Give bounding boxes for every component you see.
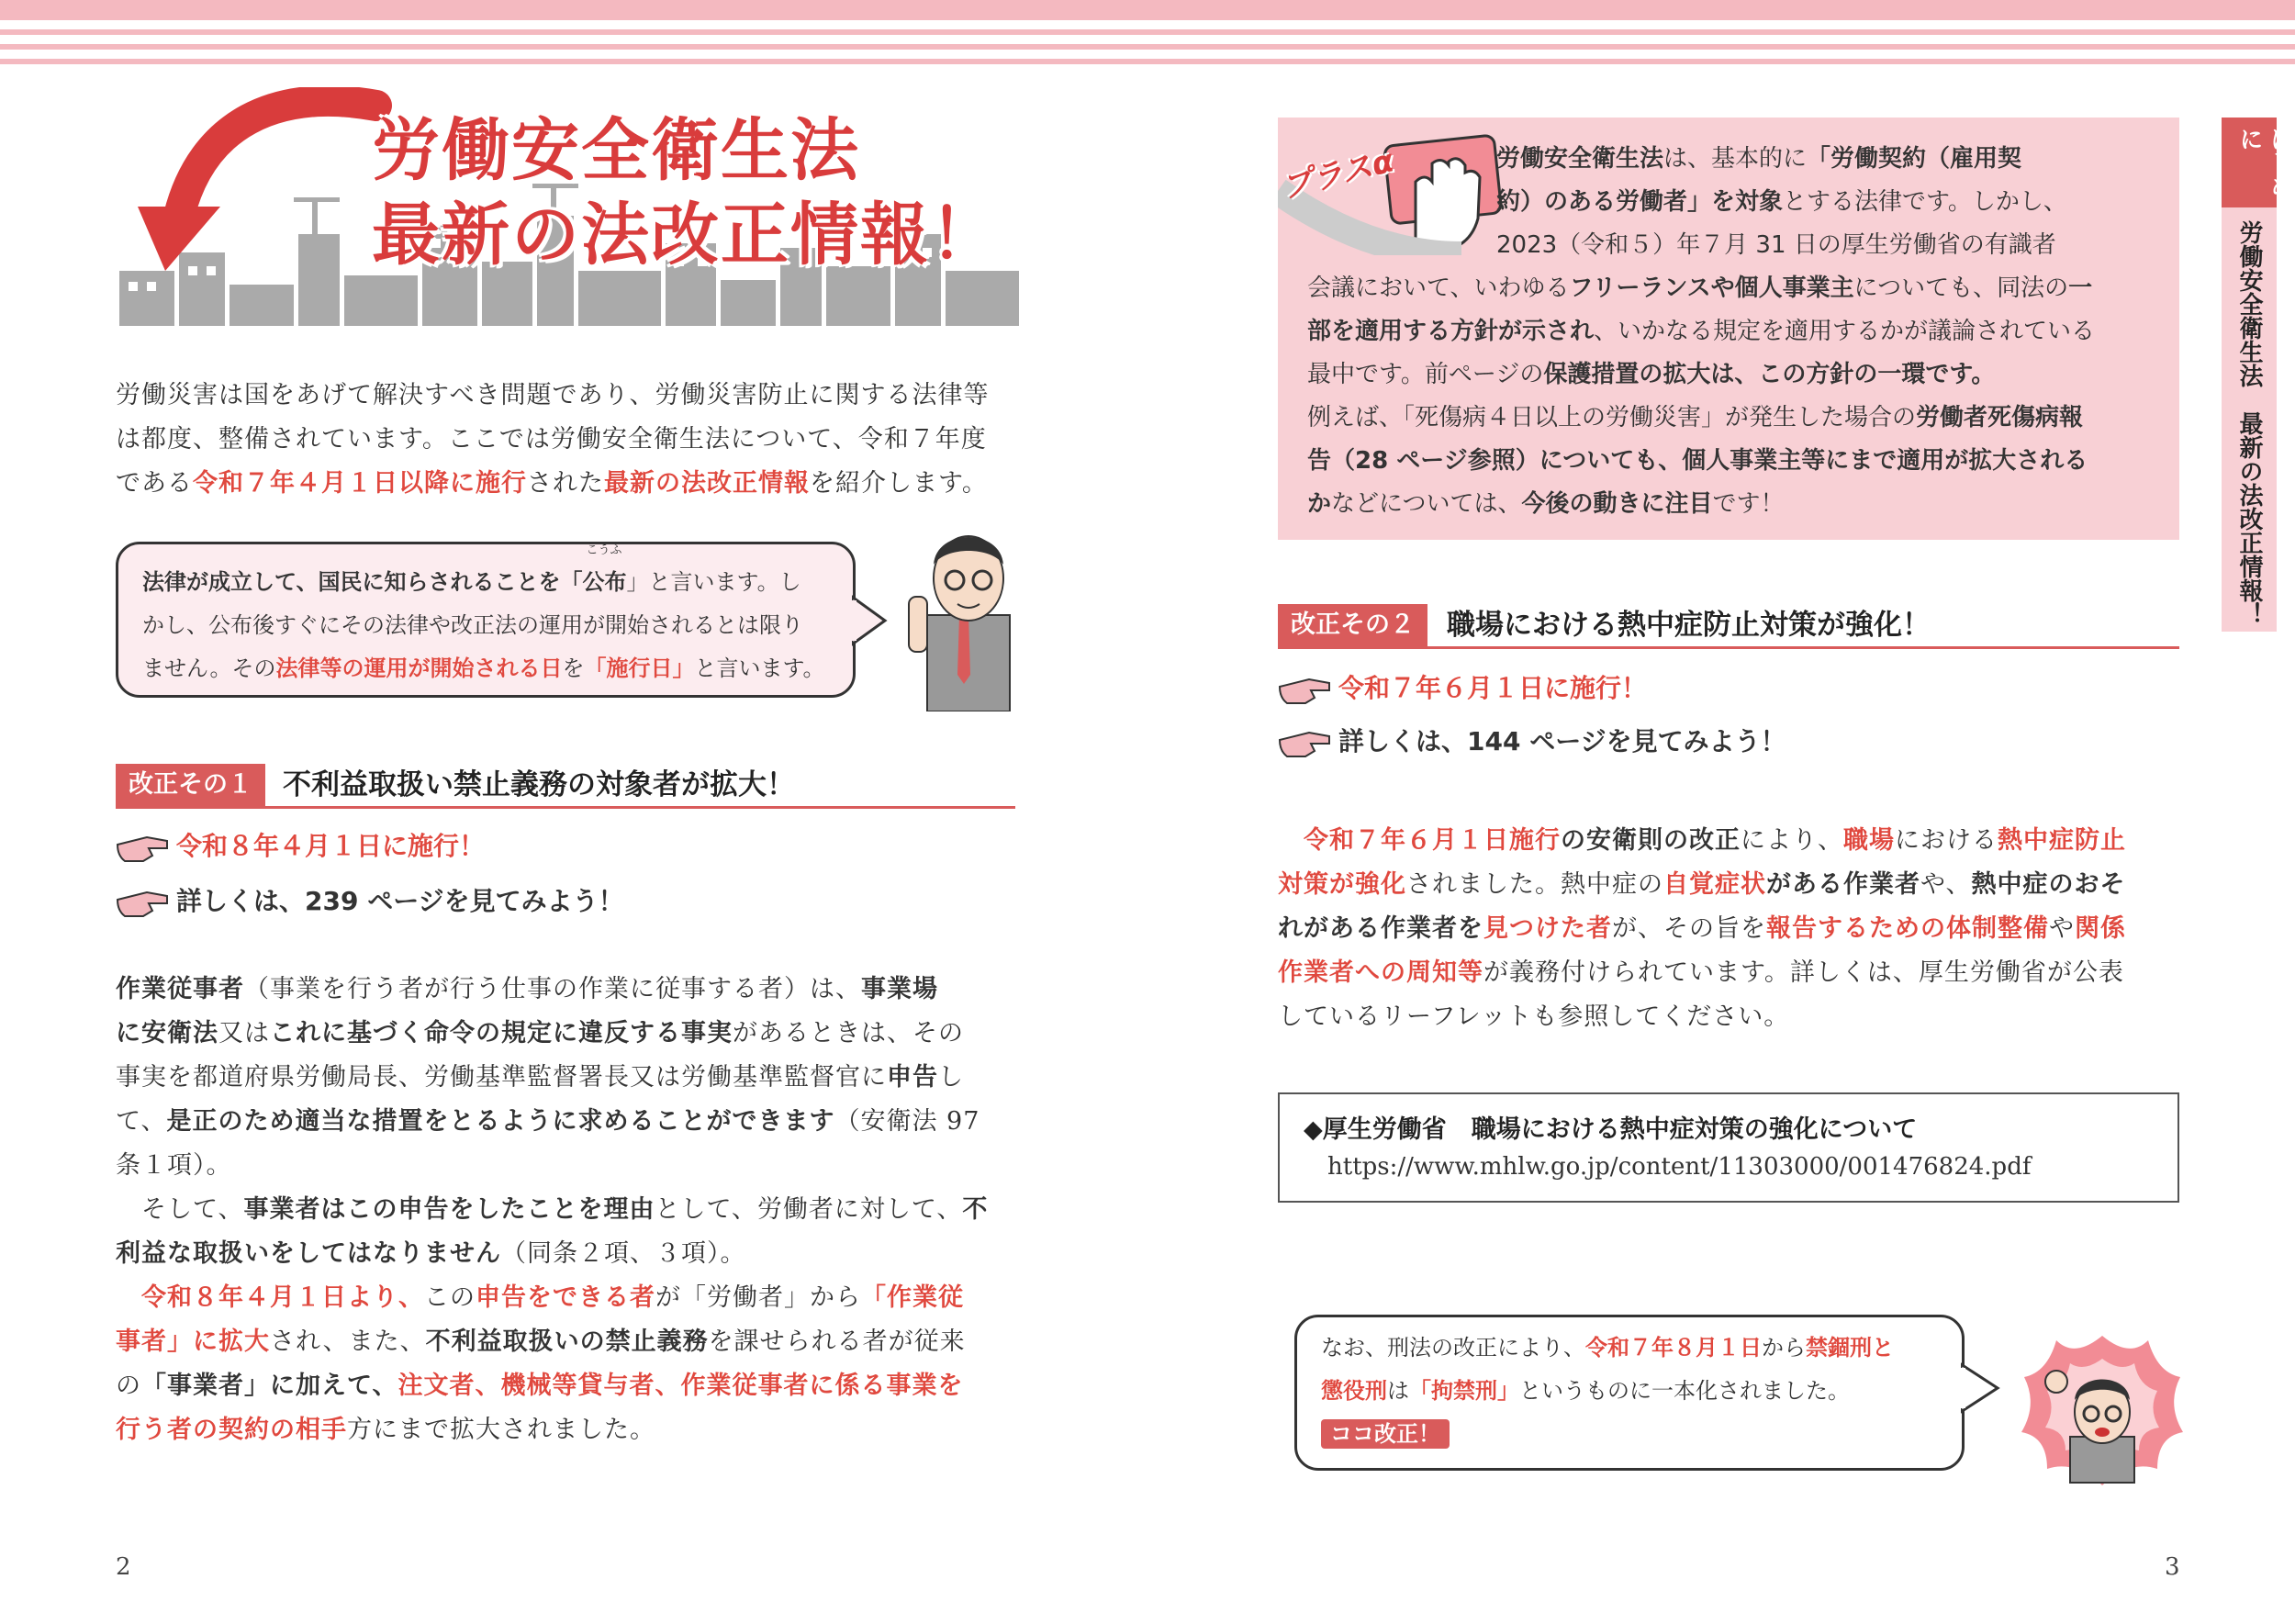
pointing-hand-icon — [1278, 723, 1331, 760]
section-2-label: 改正その２ — [1278, 604, 1427, 646]
reference-title: ◆厚生労働省 職場における熱中症対策の強化について — [1304, 1115, 1918, 1144]
section-1-date: 令和８年４月１日に施行！ — [116, 828, 850, 865]
explanation-bubble: 法律が成立して、国民に知らされることを「 こうふ 公布」と言います。し かし、公布後すぐにその法律や改正法の運用が開始されるとは限り ません。その法律等の運用が開始される日を「施行日」と言います。 — [116, 542, 856, 698]
page-title — [372, 108, 1000, 277]
plus-alpha-badge: プラスα — [1277, 142, 1398, 207]
section-2-header — [1278, 604, 2179, 649]
intro-paragraph: 労働災害は国をあげて解決すべき問題であり、労働災害防止に関する法律等 は都度、整備されています。ここでは労働安全衛生法について、令和７年度 である令和７年４月１日以降に施行された最新の法改正情報を紹介します。 — [116, 381, 990, 498]
section-1-header — [116, 764, 1015, 809]
chapter-side-tab — [2222, 118, 2294, 632]
section-1-reference: 詳しくは、239 ページを見てみよう！ — [116, 883, 850, 920]
reference-link-box — [1278, 1092, 2179, 1203]
kaisei-badge: ココ改正！ — [1321, 1419, 1450, 1449]
reference-url[interactable]: https://www.mhlw.go.jp/content/11303000/001476824.pdf — [1327, 1153, 2032, 1181]
section-1-paragraph-3: 令和８年４月１日より、この申告をできる者が「労働者」から「作業従 事者」に拡大され、また、不利益取扱いの禁止義務を課せられる者が従来 の「事業者」に加えて、注文者、機械等貸与者、作業従事者に係る事業を 行う者の契約の相手方にまで拡大されました。 — [116, 1283, 966, 1444]
pointing-hand-icon — [116, 828, 169, 865]
plus-alpha-line: 最中です。前ページの保護措置の拡大は、この方針の一環です。 — [1307, 361, 1996, 388]
plus-alpha-line: かなどについては、今後の動きに注目です！ — [1307, 490, 1785, 518]
ruby-koufu: こうふ 公布 — [582, 543, 627, 595]
section-1-paragraph-2: そして、事業者はこの申告をしたことを理由として、労働者に対して、不 利益な取扱いをしてはなりません（同条２項、３項）。 — [116, 1195, 989, 1268]
section-2-paragraph: 令和７年６月１日施行の安衛則の改正により、職場における熱中症防止 対策が強化されました。熱中症の自覚症状がある作業者や、熱中症のおそ れがある作業者を見つけた者が、その旨を報告するための体制整備や関係 作業者への周知等が義務付けられています。詳しくは、厚生労働省が公表 しているリーフレットも参照してください。 — [1278, 826, 2126, 1031]
page-number-right: 3 — [2165, 1553, 2180, 1581]
title-line-1: 労働安全衛生法 — [372, 111, 860, 190]
title-line-2: 最新の法改正情報！ — [372, 196, 1000, 274]
plus-alpha-line: 例えば、「死傷病４日以上の労働災害」が発生した場合の労働者死傷病報 — [1307, 404, 2084, 431]
penal-code-bubble: なお、刑法の改正により、令和７年８月１日から禁錮刑と 懲役刑は「拘禁刑」というものに一本化されました。 ココ改正！ — [1294, 1315, 1965, 1471]
section-1-label: 改正その１ — [116, 764, 265, 806]
plus-alpha-text — [1307, 138, 2161, 526]
plus-alpha-line: 会議において、いわゆるフリーランスや個人事業主についても、同法の一 — [1307, 274, 2093, 302]
businessman-illustration — [904, 514, 1024, 711]
plus-alpha-line: 2023（令和５）年７月 31 日の厚生労働省の有識者 — [1496, 231, 2056, 259]
plus-alpha-line: 労働安全衛生法は、基本的に「労働契約（雇用契 — [1496, 145, 2022, 173]
plus-alpha-line: 告（28 ページ参照）についても、個人事業主等にまで適用が拡大される — [1307, 447, 2088, 475]
bubble-tail — [852, 595, 889, 646]
section-1-title: 不利益取扱い禁止義務の対象者が拡大！ — [283, 768, 795, 801]
plus-alpha-line: 部を適用する方針が示され、いかなる規定を適用するかが議論されている — [1307, 318, 2096, 345]
page-number-left: 2 — [116, 1553, 131, 1581]
pointing-hand-icon — [1278, 670, 1331, 707]
plus-alpha-box — [1278, 118, 2179, 540]
bubble-tail — [1961, 1362, 2001, 1414]
section-2-title: 職場における熱中症防止対策が強化！ — [1447, 609, 1931, 642]
side-tab-chapter: はじめに — [2235, 127, 2294, 198]
pointing-hand-icon — [116, 883, 169, 920]
top-stripes — [0, 0, 2295, 73]
excited-businessman-illustration — [2020, 1331, 2185, 1487]
section-2-reference: 詳しくは、144 ページを見てみよう！ — [1278, 723, 2012, 760]
section-2-date: 令和７年６月１日に施行！ — [1278, 670, 2012, 707]
plus-alpha-line: 約）のある労働者」を対象とする法律です。しかし、 — [1496, 188, 2067, 216]
side-tab-title: 労働安全衛生法 最新の法改正情報！ — [2235, 220, 2263, 626]
section-1-paragraph-1: 作業従事者（事業を行う者が行う仕事の作業に従事する者）は、事業場 に安衛法又はこれに基づく命令の規定に違反する事実があるときは、その 事実を都道府県労働局長、労働基準監督署長又は労働基準監督官に申告し て、是正のため適当な措置をとるように求めることができます（安衛法 97 条１項）。 — [116, 975, 980, 1180]
